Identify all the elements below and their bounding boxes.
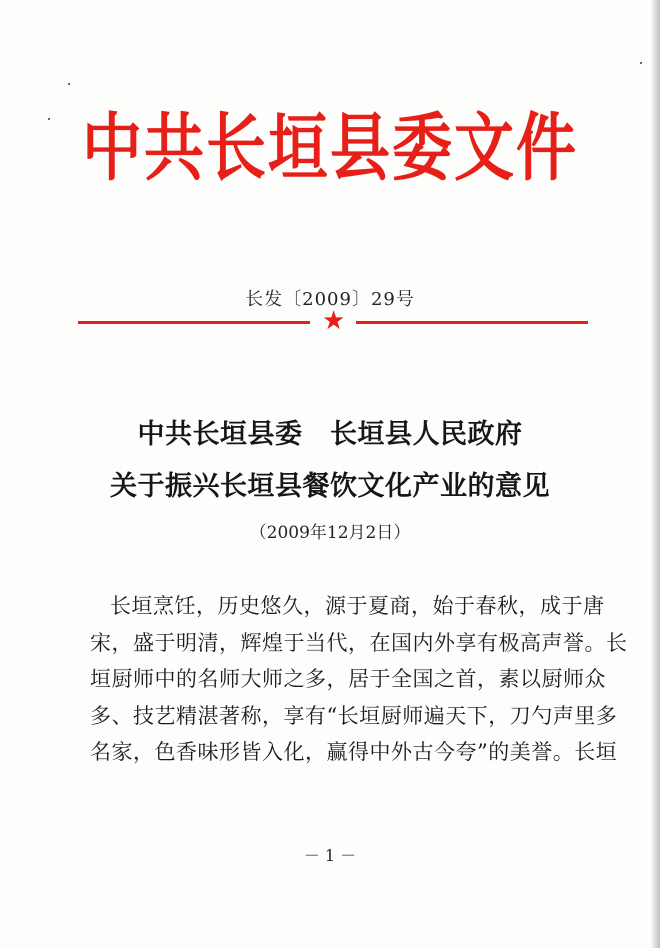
document-title-line-1: 中共长垣县委 长垣县人民政府 xyxy=(137,419,523,450)
body-line: 长垣烹饪，历史悠久，源于夏商，始于春秋，成于唐 xyxy=(110,594,605,618)
issuer-header: 中共长垣县委文件 xyxy=(82,105,578,192)
star-icon: ★ xyxy=(322,306,346,336)
document-date: （2009年12月2日） xyxy=(249,523,411,543)
scan-speck xyxy=(68,83,70,85)
document-number: 长发〔2009〕29号 xyxy=(245,289,415,310)
body-line: 名家，色香味形皆入化，赢得中外古今夸”的美誉。长垣 xyxy=(90,740,618,764)
scan-speck xyxy=(640,62,642,64)
page-number: － 1 － xyxy=(303,846,357,865)
divider-line-right xyxy=(356,321,588,324)
document-title-line-2: 关于振兴长垣县餐饮文化产业的意见 xyxy=(110,471,550,502)
body-line: 多、技艺精湛著称，享有“长垣厨师遍天下，刀勺声里多 xyxy=(90,703,618,728)
body-line: 宋，盛于明清，辉煌于当代，在国内外享有极高声誉。长 xyxy=(90,630,628,655)
body-paragraph xyxy=(90,588,628,771)
red-divider xyxy=(78,306,588,336)
divider-line-left xyxy=(78,321,310,324)
body-line: 垣厨师中的名师大师之多，居于全国之首，素以厨师众 xyxy=(90,667,606,691)
